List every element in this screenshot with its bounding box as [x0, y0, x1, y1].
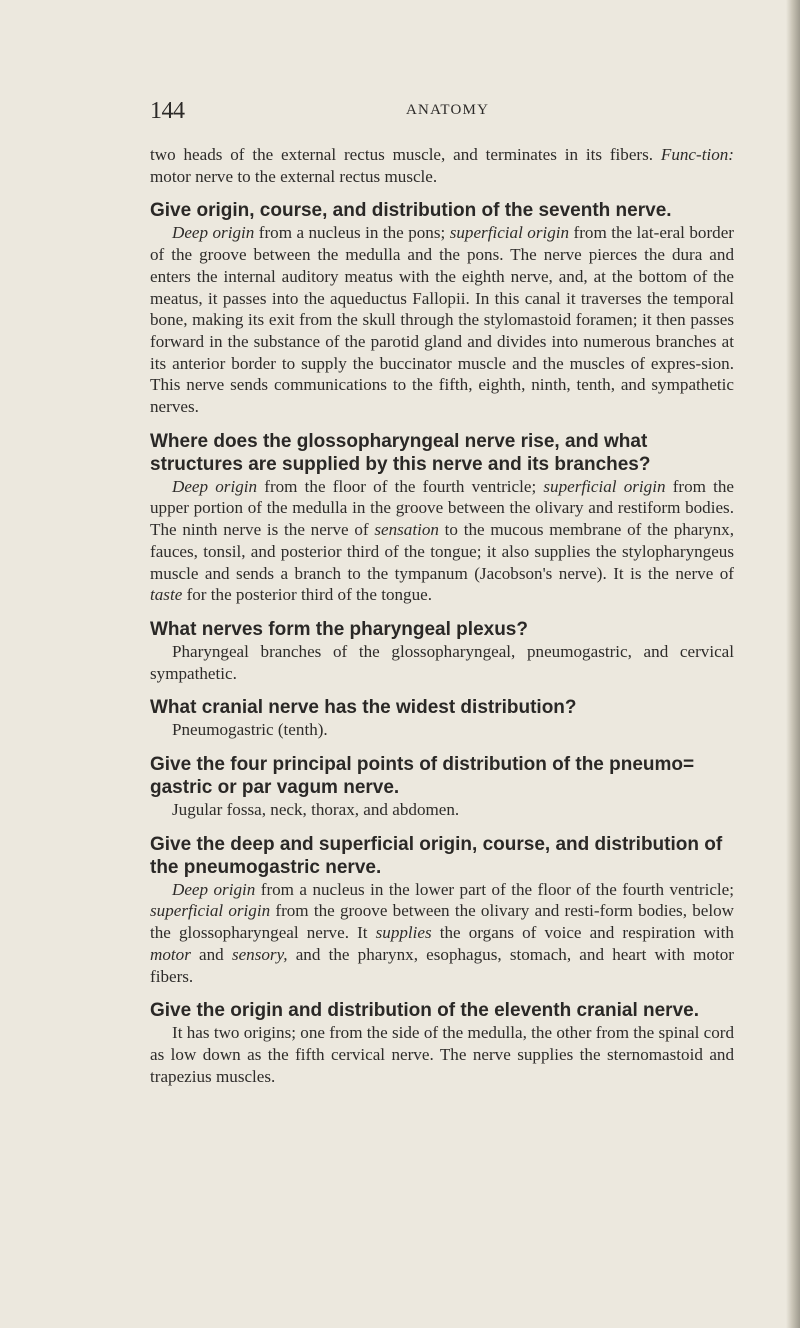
question-widest-distribution: What cranial nerve has the widest distribution? [150, 697, 577, 719]
answer-text: for the posterior third of the tongue. [182, 585, 432, 605]
answer-continued [150, 144, 734, 187]
question-glossopharyngeal: Where does the glossopharyngeal nerve rise, and what structures are supplied by this nerve and its branches? [150, 430, 651, 475]
page-number: 144 [150, 98, 185, 124]
answer-italic: taste [150, 585, 183, 605]
page-body [150, 144, 734, 1087]
running-head: ANATOMY [406, 102, 490, 118]
answer-text: and the pharynx, esophagus, stomach, and heart with motor fibers. [150, 944, 734, 986]
page-header [150, 96, 670, 126]
question-seventh-nerve: Give origin, course, and distribution of the seventh nerve. [150, 200, 672, 222]
answer-text: from a nucleus in the lower part of the floor of the fourth ventricle; [255, 879, 734, 899]
question-eleventh-nerve: Give the origin and distribution of the eleventh cranial nerve. [150, 1000, 699, 1022]
answer-seventh-nerve [150, 222, 734, 417]
answer-italic: Deep origin [172, 223, 255, 243]
answer-text: from the lat-eral border of the groove between the medulla and the pons. The nerve pierces the dura and enters the internal auditory meatus with the eighth nerve, and, at the bottom of the meatus, it passes into the aqueductus Fallopii. In this canal it traverses the temporal bone, making its exit from the skull through the stylomastoid foramen; it then passes forward in the substance of the parotid gland and divides into numerous branches at its anterior border to supply the buccinator muscle and the muscles of expres-sion. This nerve sends communications to the fifth, eighth, ninth, tenth, and sympathetic nerves. [150, 223, 734, 417]
answer-text: and [190, 944, 232, 964]
question-pharyngeal-plexus: What nerves form the pharyngeal plexus? [150, 618, 528, 640]
question-four-points: Give the four principal points of distribution of the pneumo= gastric or par vagum nerve. [150, 754, 695, 799]
answer-text: to the mucous membrane of the pharynx, fauces, tonsil, and posterior third of the tongue; it also supplies the stylopharyngeus muscle and sends a branch to the tympanum (Jacobson's nerve). It is the nerve of [150, 520, 734, 583]
answer-glossopharyngeal [150, 476, 734, 606]
answer-italic: Func-tion: [660, 145, 734, 164]
answer-text: two heads of the external rectus muscle, and terminates in its fibers. [150, 145, 661, 164]
answer-pharyngeal-plexus: Pharyngeal branches of the glossopharyngeal, pneumogastric, and cervical sympathetic. [150, 641, 734, 683]
answer-text: the organs of voice and respiration with [431, 923, 734, 943]
answer-italic: Deep origin [172, 476, 258, 496]
answer-italic: supplies [375, 923, 432, 943]
page-edge [786, 0, 800, 1328]
answer-italic: sensation [374, 520, 439, 540]
question-pneumogastric-origin: Give the deep and superficial origin, course, and distribution of the pneumogastric nerve. [150, 833, 723, 878]
answer-text: from a nucleus in the pons; [254, 223, 450, 243]
answer-text: from the upper portion of the medulla in the groove between the olivary and restiform bodies. The ninth nerve is the nerve of [150, 476, 734, 540]
answer-italic: motor [150, 944, 191, 964]
answer-italic: superficial origin [150, 901, 271, 921]
answer-italic: superficial origin [543, 476, 666, 496]
answer-four-points: Jugular fossa, neck, thorax, and abdomen. [172, 800, 460, 820]
answer-pneumogastric-origin [150, 879, 734, 988]
answer-text: from the groove between the olivary and resti-form bodies, below the glossopharyngeal nerve. It [150, 901, 734, 943]
answer-italic: superficial origin [449, 223, 570, 243]
answer-italic: sensory, [231, 944, 288, 964]
answer-italic: Deep origin [172, 879, 256, 899]
answer-text: motor nerve to the external rectus muscle. [150, 166, 438, 186]
answer-text: from the floor of the fourth ventricle; [257, 476, 544, 496]
answer-widest-distribution: Pneumogastric (tenth). [172, 720, 328, 740]
answer-eleventh-nerve: It has two origins; one from the side of the medulla, the other from the spinal cord as low down as the fifth cervical nerve. The nerve supplies the sternomastoid and trapezius muscles. [150, 1023, 734, 1086]
